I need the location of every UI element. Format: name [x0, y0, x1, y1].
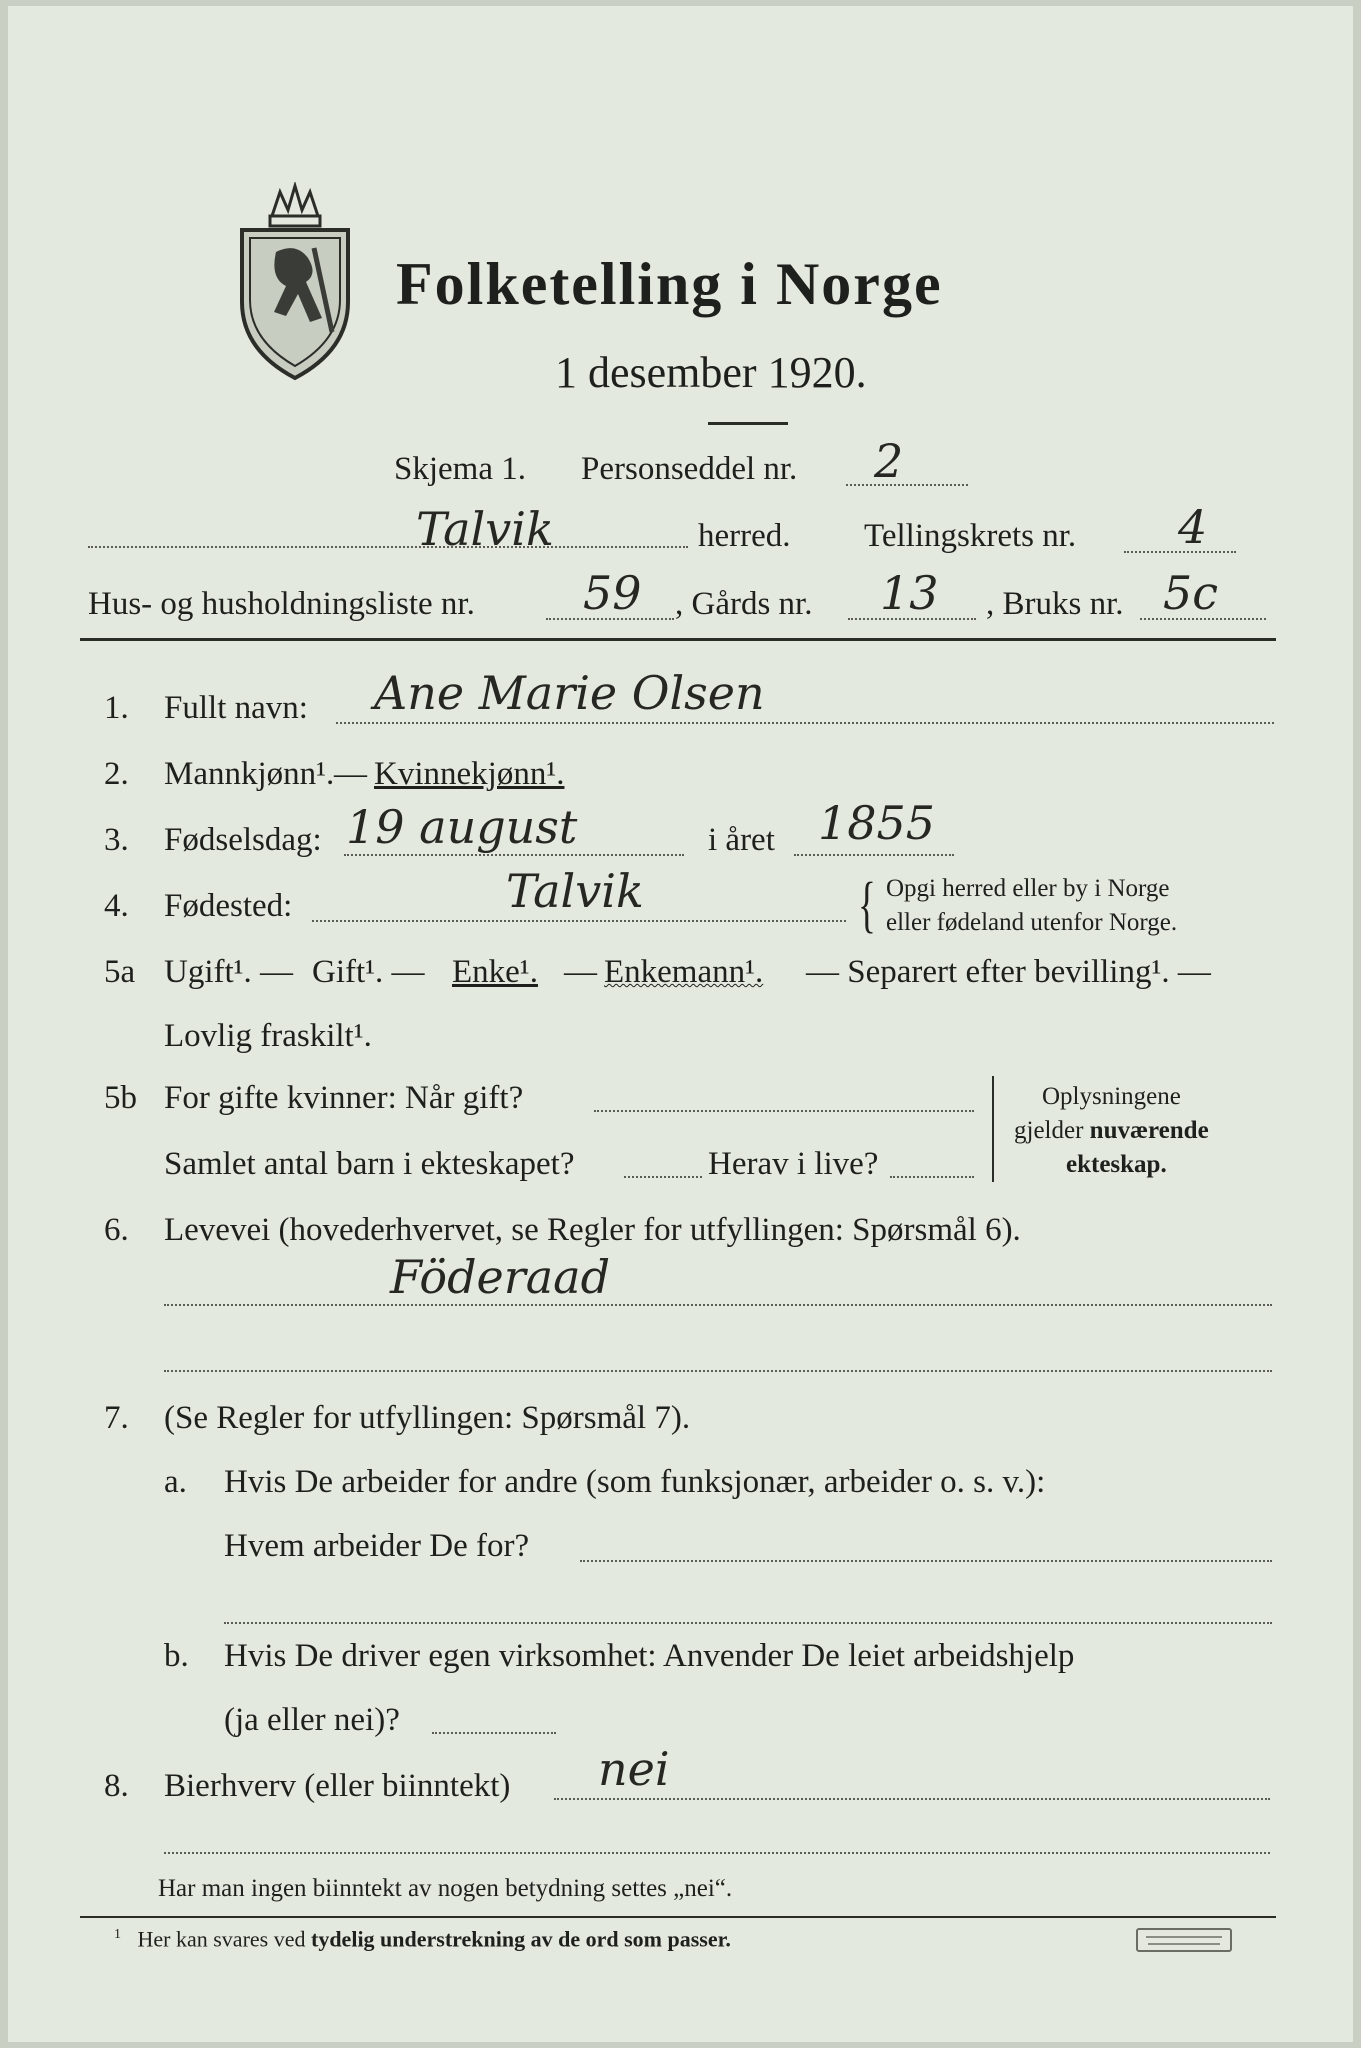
q5b-number: 5b [104, 1080, 137, 1116]
herred-label: herred. [698, 518, 791, 554]
q1-line [336, 722, 1274, 724]
q6-number: 6. [104, 1212, 129, 1248]
birthplace-value: Talvik [506, 864, 644, 918]
footnote [114, 1928, 731, 1950]
q4-label: Fødested: [164, 888, 293, 924]
q5a-fraskilt: Lovlig fraskilt¹. [164, 1018, 372, 1054]
norwegian-coat-of-arms-icon [236, 182, 354, 382]
q5a-gift: Gift¹. — [312, 954, 425, 990]
q6-line1 [164, 1304, 1272, 1306]
birthdate-value: 19 august [346, 800, 578, 854]
q7a-letter: a. [164, 1464, 187, 1500]
q7a-answer-line2 [224, 1622, 1272, 1624]
q5a-number: 5a [104, 954, 136, 990]
q3-label: Fødselsdag: [164, 822, 322, 858]
hus-label: Hus- og husholdningsliste nr. [88, 586, 475, 622]
q8-label: Bierhverv (eller biinntekt) [164, 1768, 511, 1804]
q6-label: Levevei (hovederhvervet, se Regler for utfyllingen: Spørsmål 6). [164, 1212, 1021, 1248]
q5a-separator: — [564, 954, 597, 990]
tellingskrets-label: Tellingskrets nr. [864, 518, 1077, 554]
q4-note-line1: Opgi herred eller by i Norge [886, 875, 1170, 902]
side-income-value: nei [598, 1742, 670, 1796]
q4-note-line2-text: eller fødeland utenfor Norge. [886, 909, 1178, 936]
q2-female: Kvinnekjønn¹. [374, 756, 565, 792]
q5a-separert: — Separert efter bevilling¹. — [806, 954, 1211, 990]
q3-number: 3. [104, 822, 129, 858]
personseddel-value: 2 [874, 434, 904, 488]
q1-label: Fullt navn: [164, 690, 308, 726]
q5b-married-line [594, 1110, 974, 1112]
q2-separator: — [334, 756, 367, 792]
q3-day-line [344, 854, 684, 856]
header-rule [80, 638, 1276, 641]
q7b-line1: Hvis De driver egen virksomhet: Anvender De leiet arbeidshjelp [224, 1638, 1075, 1674]
q5b-children-line [624, 1176, 702, 1178]
no-income-note: Har man ingen biinntekt av nogen betydning settes „nei“. [158, 1875, 733, 1902]
q5a-enke: Enke¹. [452, 954, 538, 990]
q2-male: Mannkjønn¹. [164, 756, 335, 792]
q4-number: 4. [104, 888, 129, 924]
q5b-note-line2 [1014, 1118, 1209, 1143]
full-name-value: Ane Marie Olsen [374, 666, 765, 720]
q4-note-line2 [886, 910, 1177, 935]
q5b-note-nuvaerende: nuværende [1089, 1117, 1209, 1144]
q8-number: 8. [104, 1768, 129, 1804]
q7b-answer-line [432, 1732, 556, 1734]
printer-stamp [1136, 1928, 1232, 1952]
bruks-label: , Bruks nr. [986, 586, 1124, 622]
q7b-letter: b. [164, 1638, 189, 1674]
q7-label: (Se Regler for utfyllingen: Spørsmål 7). [164, 1400, 691, 1436]
q7a-line2: Hvem arbeider De for? [224, 1528, 530, 1564]
q8-line1 [554, 1798, 1270, 1800]
herred-line [88, 546, 688, 548]
gards-value: 13 [880, 566, 939, 620]
q5b-children-label: Samlet antal barn i ekteskapet? [164, 1146, 575, 1182]
footnote-text-a: Her kan svares ved [137, 1926, 306, 1952]
q7b-line2: (ja eller nei)? [224, 1702, 400, 1738]
q5b-note-gjelder: gjelder [1014, 1117, 1084, 1144]
q5a-ugift: Ugift¹. — [164, 954, 294, 990]
q4-brace: { [857, 871, 876, 939]
q8-line2 [164, 1852, 1270, 1854]
q2-number: 2. [104, 756, 129, 792]
gards-label: , Gårds nr. [675, 586, 813, 622]
footnote-text-b: tydelig understrekning av de ord som passer. [311, 1926, 731, 1952]
q3-year-label: i året [708, 822, 775, 858]
herred-value: Talvik [416, 502, 554, 556]
q5b-note-line3: ekteskap. [1066, 1151, 1167, 1178]
birth-year-value: 1855 [818, 796, 936, 850]
hus-value: 59 [583, 566, 642, 620]
q7a-answer-line1 [580, 1560, 1272, 1562]
q6-line2 [164, 1370, 1272, 1372]
q5b-alive-line [890, 1176, 974, 1178]
q5a-enkemann: Enkemann¹. [604, 954, 764, 990]
q3-year-line [794, 854, 954, 856]
personseddel-line [846, 484, 968, 486]
bruks-value: 5c [1163, 566, 1219, 620]
q4-line [312, 920, 846, 922]
q1-number: 1. [104, 690, 129, 726]
q5b-married-label: For gifte kvinner: Når gift? [164, 1080, 524, 1116]
census-form [8, 6, 1353, 2042]
form-title: Folketelling i Norge [396, 251, 943, 317]
q5b-alive-label: Herav i live? [708, 1146, 879, 1182]
q5b-note-line1: Oplysningene [1042, 1083, 1181, 1110]
title-divider [708, 422, 788, 425]
q7a-line1: Hvis De arbeider for andre (som funksjonær, arbeider o. s. v.): [224, 1464, 1046, 1500]
q5b-bracket [992, 1076, 994, 1182]
occupation-value: Föderaad [390, 1250, 611, 1304]
schema-label: Skjema 1. [394, 451, 526, 487]
footnote-rule [80, 1916, 1276, 1918]
personseddel-label: Personseddel nr. [581, 451, 798, 487]
footnote-mark: 1 [114, 1927, 121, 1942]
tellingskrets-value: 4 [1178, 500, 1208, 554]
census-date: 1 desember 1920. [555, 348, 867, 397]
q7-number: 7. [104, 1400, 129, 1436]
